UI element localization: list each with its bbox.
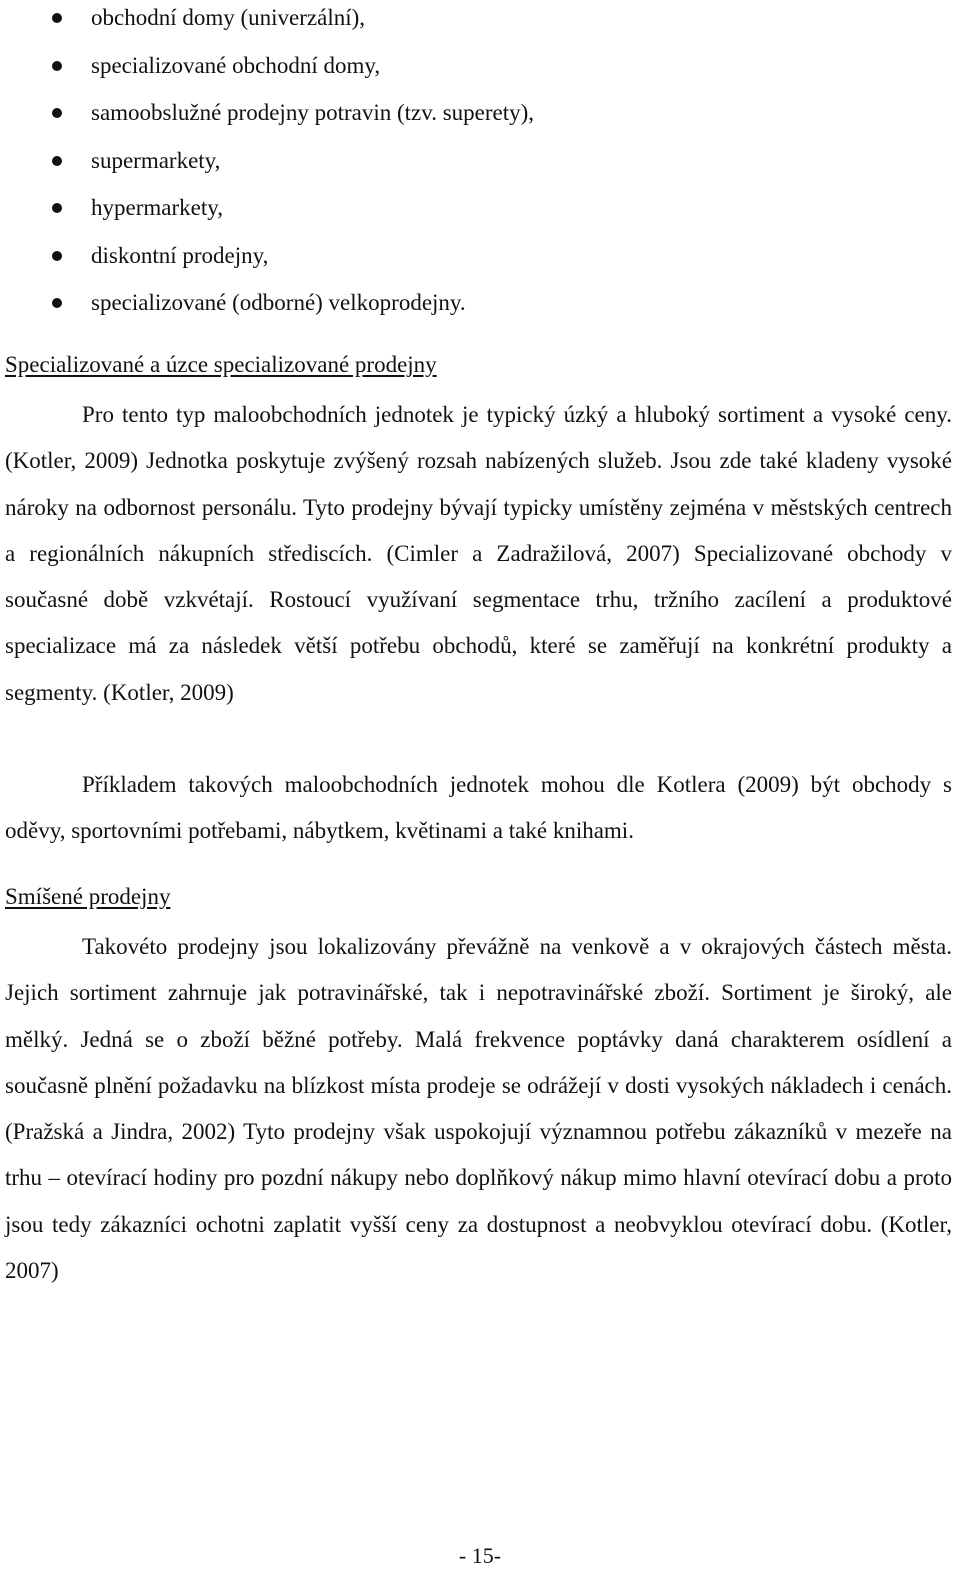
bullet-icon xyxy=(52,61,62,71)
list-item xyxy=(0,232,960,280)
paragraph-text: Pro tento typ maloobchodních jednotek je typický úzký a hluboký sortiment a vysoké ceny. (Kotler, 2009) Jednotka poskytuje zvýšený rozsah nabízených služeb. Jsou zde také kladeny vysoké nároky na odbornost personálu. Tyto prodejny bývají typicky umístěny zejména v městských centrech a regionálních nákupních střediscích. (Cimler a Zadražilová, 2007) Specializované obchody v současné době vzkvétají. Rostoucí využívaní segmentace trhu, tržního zacílení a produktové specializace má za následek větší potřebu obchodů, které se zaměřují na konkrétní produkty a segmenty. (Kotler, 2009) xyxy=(5,402,952,705)
bullet-icon xyxy=(52,203,62,213)
bullet-icon xyxy=(52,298,62,308)
list-item-text: hypermarkety, xyxy=(91,195,223,220)
list-item xyxy=(0,184,960,232)
paragraph-text: Příkladem takových maloobchodních jednotek mohou dle Kotlera (2009) být obchody s oděvy, sportovními potřebami, nábytkem, květinami a také knihami. xyxy=(5,772,952,844)
list-item xyxy=(0,42,960,90)
section-heading-mixed-stores: Smíšené prodejny xyxy=(5,884,171,909)
list-item-text: diskontní prodejny, xyxy=(91,242,269,268)
list-item-text: samoobslužné prodejny potravin (tzv. superety), xyxy=(91,100,535,125)
page-number: - 15- xyxy=(458,1543,502,1568)
list-item-text: specializované obchodní domy, xyxy=(91,52,381,78)
bullet-icon xyxy=(52,156,62,166)
paragraph-specialized-stores xyxy=(5,392,952,716)
paragraph-text: Takovéto prodejny jsou lokalizovány převážně na venkově a v okrajových částech města. Jejich sortiment zahrnuje jak potravinářské, tak i nepotravinářské zboží. Sortiment je široký, ale mělký. Jedná se o zboží běžné potřeby. Malá frekvence poptávky daná charakterem osídlení a současně plnění požadavku na blízkost místa prodeje se odrážejí v dosti vysokých nákladech i cenách. (Pražská a Jindra, 2002) Tyto prodejny však uspokojují významnou potřebu zákazníků v mezeře na trhu – otevírací hodiny pro pozdní nákupy nebo doplňkový nákup mimo hlavní otevírací dobu a proto jsou tedy zákazníci ochotni zaplatit vyšší ceny za dostupnost a neobvyklou otevírací dobu. (Kotler, 2007) xyxy=(5,934,952,1284)
list-item-text: supermarkety, xyxy=(91,147,221,173)
bullet-list xyxy=(0,0,960,327)
list-item xyxy=(0,89,960,137)
list-item xyxy=(0,137,960,185)
list-item xyxy=(0,0,960,42)
bullet-icon xyxy=(52,108,62,118)
paragraph-mixed-stores xyxy=(5,924,952,1294)
list-item xyxy=(0,279,960,327)
bullet-icon xyxy=(52,13,62,23)
bullet-icon xyxy=(52,251,62,261)
paragraph-specialized-examples xyxy=(5,762,952,855)
list-item-text: obchodní domy (univerzální), xyxy=(91,5,366,30)
section-heading-specialized-stores: Specializované a úzce specializované prodejny xyxy=(5,352,437,377)
list-item-text: specializované (odborné) velkoprodejny. xyxy=(91,290,466,315)
